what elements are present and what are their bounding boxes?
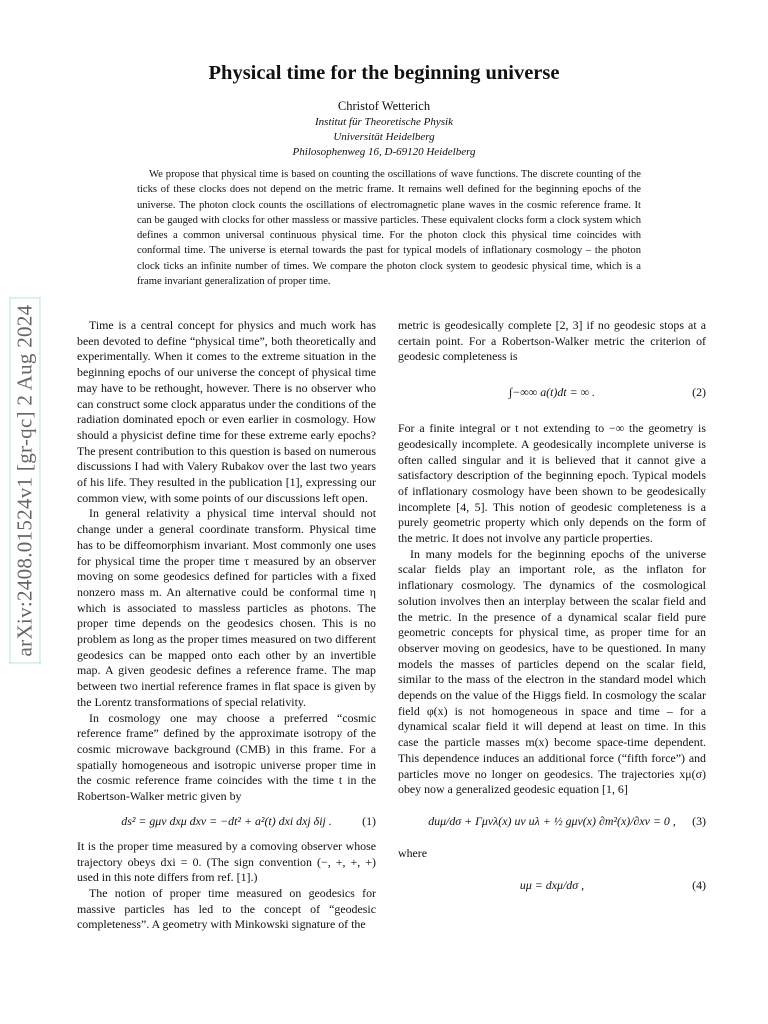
abstract: We propose that physical time is based on counting the oscillations of wave functions. The discrete counting of the ticks of these clocks does not depend on the metric frame. It remains well defined for the beginning epochs of the universe. The photon clock counts the oscillations of electromagnetic plane waves in the cosmic reference frame. It can be gauged with clocks for other massless or massive particles. These equivalent clocks form a clock system which defines a common universal continuous physical time. For the photon clock this physical time coincides with conformal time. The universe is eternal towards the past for typical models of inflationary cosmology – the photon clock ticks an infinite number of times. We compare the photon clock system to geodesic physical time, which is a frame invariant generalization of proper time. xyxy=(137,169,641,288)
equation-1-number: (1) xyxy=(362,813,376,828)
equation-2-body: ∫−∞∞ a(t)dt = ∞ . xyxy=(508,385,595,400)
right-paragraph-3: In many models for the beginning epochs of the universe scalar fields play an important role, as the inflaton for inflationary cosmology. The dynamics of the cosmological solution involves then an interplay between the scalar field and the metric. In the presence of a dynamical scalar field pure geometric concepts for physical time, as proper time for an observer moving on geodesics, have to be questioned. In many models the masses of particles depend on the scalar field, similar to the mass of the electron in the standard model which depends on the value of the Higgs field. In cosmology the scalar field φ(x) is not homogeneous in space and time – for a dynamical scalar field it will depend at least on time. In this case the particle masses m(x) become space-time dependent. This dependence induces an additional force (“fifth force”) and particles move no longer on geodesics. The trajectories xμ(σ) obey now a generalized geodesic equation [1, 6] xyxy=(398,546,706,797)
arxiv-identifier-stamp xyxy=(10,250,40,710)
equation-1 xyxy=(77,811,376,833)
arxiv-identifier-text: arXiv:2408.01524v1 [gr-qc] 2 Aug 2024 xyxy=(10,297,41,663)
equation-4 xyxy=(398,868,706,904)
left-paragraph-3: In cosmology one may choose a preferred “cosmic reference frame” defined by the approximate isotropy of the cosmic microwave background (CMB) in this frame. For a spatially homogeneous and isotropic universe proper time in the cosmic reference frame coincides with the time t in the Robertson-Walker metric given by xyxy=(77,710,376,804)
equation-3 xyxy=(398,804,706,840)
equation-3-body: duμ/dσ + Γμνλ(x) uν uλ + ½ gμν(x) ∂m²(x)/∂xν = 0 , xyxy=(428,814,676,829)
equation-1-body: ds² = gμν dxμ dxν = −dt² + a²(t) dxi dxj δij . xyxy=(121,813,332,828)
equation-2 xyxy=(398,371,706,415)
left-paragraph-5: The notion of proper time measured on geodesics for massive particles has led to the concept of “geodesic completeness”. A geometry with Minkowski signature of the xyxy=(77,885,376,932)
equation-3-number: (3) xyxy=(692,814,706,829)
left-column xyxy=(77,318,376,933)
equation-2-number: (2) xyxy=(692,385,706,400)
left-paragraph-4: It is the proper time measured by a comoving observer whose trajectory obeys dxi = 0. (The sign convention (−, +, +, +) used in this note differs from ref. [1].) xyxy=(77,838,376,885)
right-paragraph-1: metric is geodesically complete [2, 3] if no geodesic stops at a certain point. For a Robertson-Walker metric the criterion of geodesic completeness is xyxy=(398,318,706,364)
affiliation-institute: Institut für Theoretische Physik xyxy=(315,116,453,128)
paper-title: Physical time for the beginning universe xyxy=(208,62,560,84)
equation-4-number: (4) xyxy=(692,877,706,892)
author-name: Christof Wetterich xyxy=(337,99,431,113)
equation-4-body: uμ = dxμ/dσ , xyxy=(519,877,585,892)
left-paragraph-1: Time is a central concept for physics and much work has been devoted to define “physical time”, both theoretically and experimentally. When it comes to the extreme situation in the beginning epochs of our universe the concept of physical time may have to be rethought, however. There is no observer who can construct some clock apparatus under the conditions of the radiation dominated epoch or even earlier in cosmology. How should a physicist define time for these extreme early epochs? The present contribution to this question is based on numerous discussions I had with Valery Rubakov over the last two years of his life. They resulted in the publication [1], expressing our common view, with some points of our discussions left open. xyxy=(77,318,376,505)
right-paragraph-2: For a finite integral or t not extending to −∞ the geometry is geodesically incomplete. A geodesically incomplete universe is often called singular and it is believed that it cannot give a satisfactory description of the beginning epoch. Typical models of inflationary cosmology have been shown to be geodesically incomplete [4, 5]. This notion of geodesic completeness is a purely geometric property which only depends on the form of the metric. It does not involve any particle properties. xyxy=(398,421,706,546)
affiliation-address: Philosophenweg 16, D-69120 Heidelberg xyxy=(292,146,476,158)
right-column xyxy=(398,318,706,910)
affiliation-university: Universität Heidelberg xyxy=(333,131,435,143)
right-paragraph-4: where xyxy=(398,845,428,860)
left-paragraph-2: In general relativity a physical time interval should not change under a general coordinate transform. Physical time has to be diffeomorphism invariant. Most commonly one uses for physical time the proper time τ measured by an observer moving on some geodesics defined for particles with a fixed nonzero mass m. An alternative could be conformal time η which is associated to massless particles as photons. The proper time depends on the geodesics chosen. This is no problem as long as the proper times measured on two different geodesics can be mapped onto each other by an invertible map. A given geodesic defines a reference frame. The map between two inertial reference frames in flat space is given by the Lorentz transformations of special relativity. xyxy=(77,506,376,709)
